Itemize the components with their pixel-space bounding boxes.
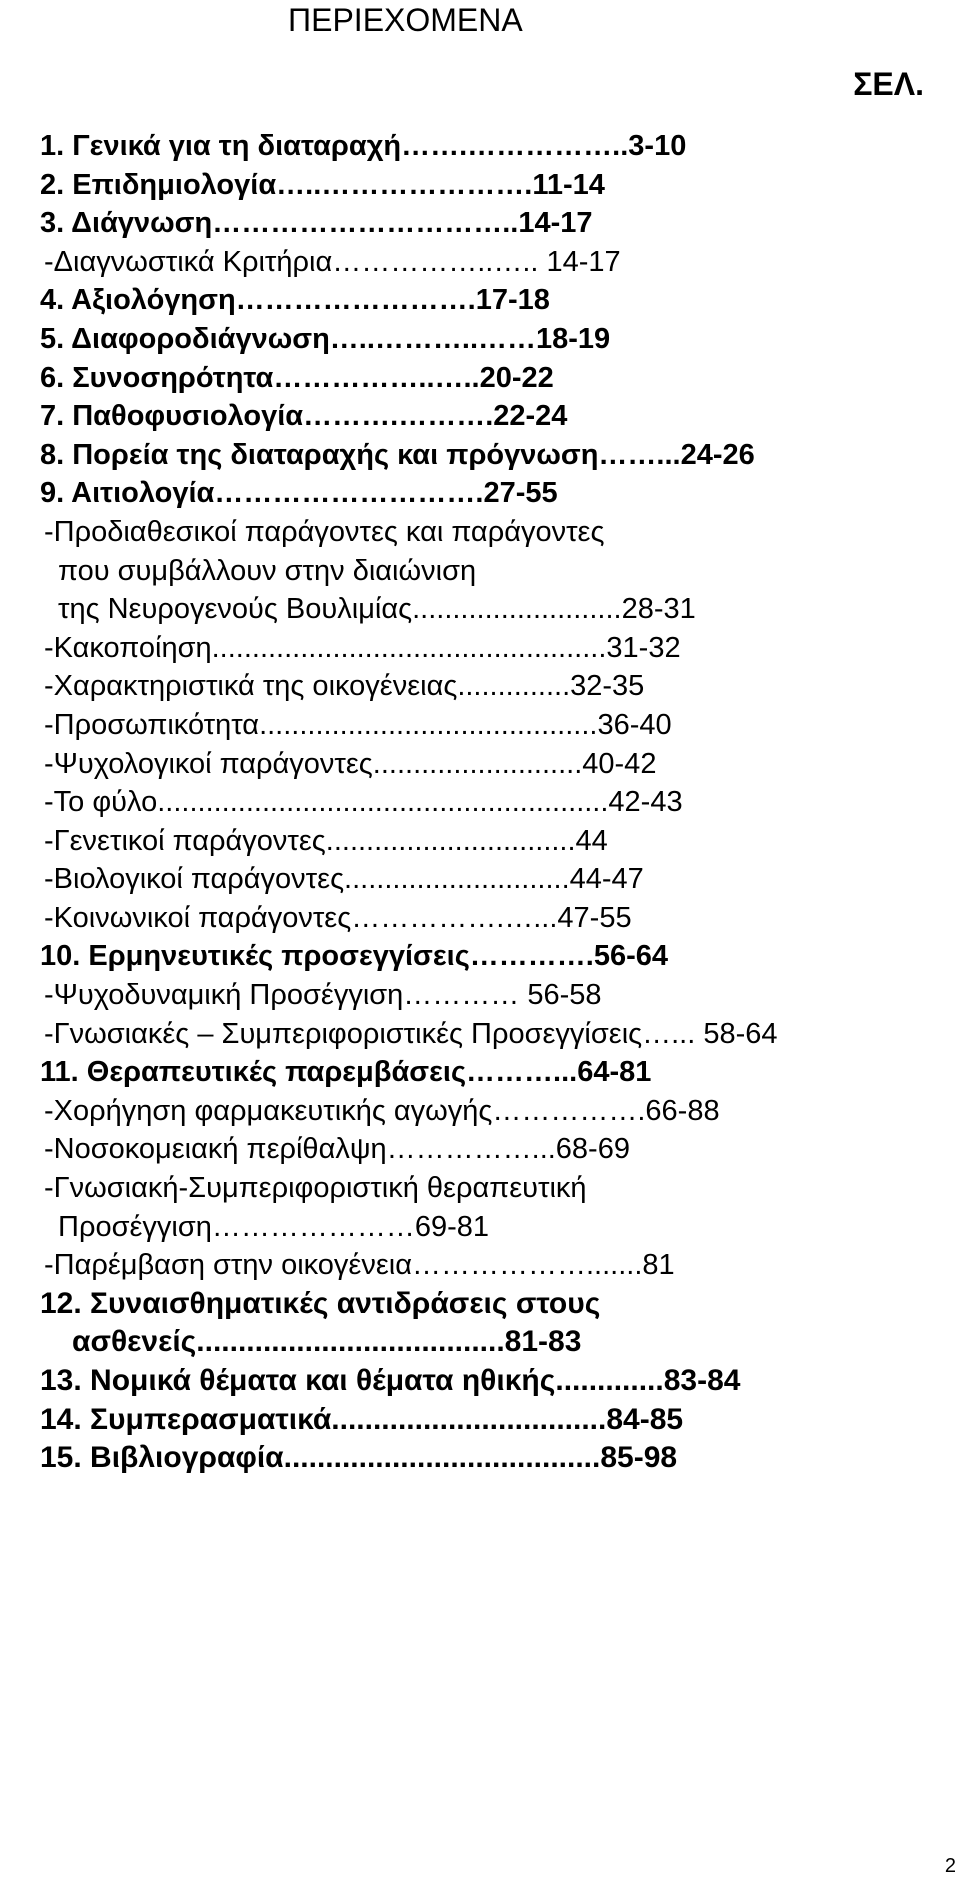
toc-entry-9: 9. Αιτιολογία……………………….27-55 bbox=[40, 477, 558, 510]
toc-entry-12: 12. Συναισθηματικές αντιδράσεις στους bbox=[40, 1286, 601, 1320]
toc-entry-13: 13. Νομικά θέματα και θέματα ηθικής.............83-84 bbox=[40, 1364, 741, 1397]
page-number: 2 bbox=[944, 1855, 956, 1877]
toc-subentry: -Προσωπικότητα..........................................36-40 bbox=[44, 708, 672, 741]
toc-entry-8: 8. Πορεία της διαταραχής και πρόγνωση……...24-26 bbox=[40, 438, 755, 471]
toc-subentry: -Το φύλο........................................................42-43 bbox=[44, 786, 683, 819]
toc-entry-10: 10. Ερμηνευτικές προσεγγίσεις………….56-64 bbox=[40, 940, 669, 973]
toc-subentry: -Ψυχολογικοί παράγοντες..........................40-42 bbox=[44, 747, 657, 780]
toc-entry-14: 14. Συμπερασματικά.................................84-85 bbox=[40, 1402, 684, 1436]
toc-subentry: -Χαρακτηριστικά της οικογένειας..............32-35 bbox=[44, 670, 645, 703]
toc-subentry: -Κακοποίηση.................................................31-32 bbox=[44, 631, 681, 664]
page-column-header: ΣΕΛ. bbox=[853, 66, 924, 102]
toc-subentry: -Χορήγηση φαρμακευτικής αγωγής…………….66-88 bbox=[44, 1094, 720, 1127]
toc-subentry: -Ψυχοδυναμική Προσέγγιση………… 56-58 bbox=[44, 979, 602, 1012]
toc-entry-2: 2. Επιδημιολογία…..………………….11-14 bbox=[40, 168, 605, 201]
toc-subentry: -Παρέμβαση στην οικογένεια……………….......81 bbox=[44, 1249, 675, 1282]
toc-entry-7: 7. Παθοφυσιολογία……….……….22-24 bbox=[40, 400, 568, 433]
toc-entry-4: 4. Αξιολόγηση…………………….17-18 bbox=[40, 284, 550, 317]
toc-entry-5: 5. Διαφοροδιάγνωση…..………..……18-19 bbox=[40, 322, 611, 355]
toc-subentry: -Γενετικοί παράγοντες...............................44 bbox=[44, 824, 608, 857]
toc-entry-1: 1. Γενικά για τη διαταραχή…….……………..3-10 bbox=[40, 130, 687, 162]
toc-subentry: -Βιολογικοί παράγοντες............................44-47 bbox=[44, 863, 644, 896]
page-title: ΠΕΡΙΕΧΟΜΕΝΑ bbox=[288, 2, 523, 38]
toc-entry-15: 15. Βιβλιογραφία......................................85-98 bbox=[40, 1441, 678, 1475]
toc-subentry: -Προδιαθεσικοί παράγοντες και παράγοντες bbox=[44, 515, 605, 548]
toc-subentry-continuation: της Νευρογενούς Βουλιμίας..........................28-31 bbox=[58, 593, 696, 626]
toc-entry-3: 3. Διάγνωση…………………………..14-17 bbox=[40, 207, 593, 240]
toc-entry-continuation: ασθενείς.....................................81-83 bbox=[72, 1325, 582, 1359]
toc-subentry: -Διαγνωστικά Κριτήρια……………..….. 14-17 bbox=[44, 245, 621, 278]
toc-subentry: -Γνωσιακές – Συμπεριφοριστικές Προσεγγίσεις…... 58-64 bbox=[44, 1017, 778, 1050]
toc-subentry-continuation: που συμβάλλουν στην διαιώνιση bbox=[58, 554, 477, 587]
toc-subentry: -Κοινωνικοί παράγοντες…………….…...47-55 bbox=[44, 901, 632, 934]
toc-subentry-continuation: Προσέγγιση…………………69-81 bbox=[58, 1210, 490, 1243]
table-of-contents bbox=[40, 127, 952, 1478]
toc-subentry: -Γνωσιακή-Συμπεριφοριστική θεραπευτική bbox=[44, 1172, 587, 1205]
toc-entry-6: 6. Συνοσηρότητα……………..…..20-22 bbox=[40, 361, 554, 394]
toc-subentry: -Νοσοκομειακή περίθαλψη……………...68-69 bbox=[44, 1133, 630, 1166]
toc-entry-11: 11. Θεραπευτικές παρεμβάσεις………...64-81 bbox=[40, 1056, 652, 1089]
